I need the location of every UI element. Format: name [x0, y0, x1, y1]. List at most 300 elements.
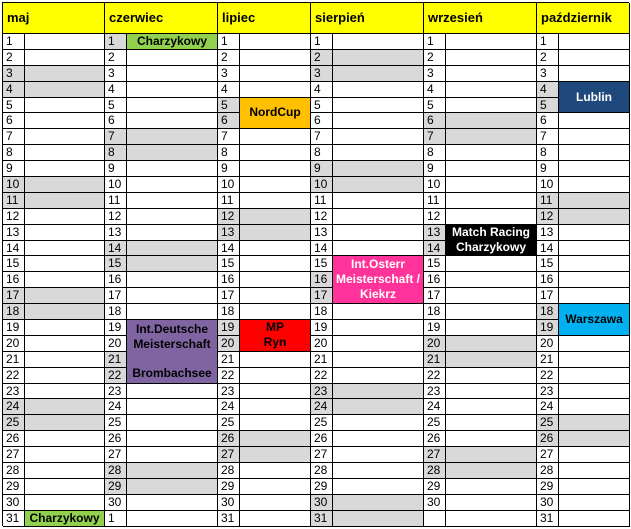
day-number: 22	[218, 368, 240, 384]
calendar-grid	[2, 2, 629, 526]
event-slot	[446, 447, 537, 463]
day-number: 12	[424, 209, 446, 225]
day-number: 30	[105, 495, 127, 511]
event-slot	[333, 177, 424, 193]
event-slot	[240, 511, 311, 527]
event-slot	[559, 113, 630, 129]
day-number: 19	[3, 320, 25, 336]
day-number: 7	[218, 129, 240, 145]
event-slot	[127, 145, 218, 161]
event-slot	[559, 209, 630, 225]
event-slot	[127, 288, 218, 304]
day-number: 12	[105, 209, 127, 225]
event-slot	[446, 431, 537, 447]
event-label-line: MP	[266, 320, 284, 335]
day-number: 30	[424, 495, 446, 511]
day-number: 5	[424, 98, 446, 114]
event-slot	[25, 463, 105, 479]
event-slot	[25, 320, 105, 336]
day-number: 12	[537, 209, 559, 225]
event-slot	[446, 384, 537, 400]
day-number: 15	[311, 256, 333, 272]
day-number: 3	[3, 66, 25, 82]
day-number: 20	[537, 336, 559, 352]
day-number: 16	[537, 272, 559, 288]
day-number: 18	[424, 304, 446, 320]
day-number: 17	[311, 288, 333, 304]
day-number: 13	[311, 225, 333, 241]
day-number: 26	[105, 431, 127, 447]
event-slot	[559, 336, 630, 352]
event-slot	[446, 511, 537, 527]
day-number: 17	[3, 288, 25, 304]
day-number: 31	[3, 511, 25, 527]
event-label-line: Match Racing	[451, 225, 530, 240]
event-slot	[559, 415, 630, 431]
day-number: 17	[218, 288, 240, 304]
day-number: 25	[424, 415, 446, 431]
event-slot	[446, 161, 537, 177]
month-header: lipiec	[218, 3, 311, 34]
event-label-line: Brombachsee	[132, 365, 212, 380]
event-mp-ryn	[240, 320, 311, 352]
day-number: 24	[424, 399, 446, 415]
day-number: 28	[3, 463, 25, 479]
day-number: 20	[3, 336, 25, 352]
event-label-line: Charzykowy	[136, 34, 208, 48]
event-slot	[559, 511, 630, 527]
event-slot	[333, 431, 424, 447]
day-number: 25	[537, 415, 559, 431]
day-number: 10	[218, 177, 240, 193]
event-slot	[333, 463, 424, 479]
day-number: 16	[3, 272, 25, 288]
event-charzykowy-jun	[127, 34, 218, 50]
day-number: 21	[218, 352, 240, 368]
event-slot	[559, 177, 630, 193]
day-number: 3	[311, 66, 333, 82]
event-slot	[25, 288, 105, 304]
day-number: 18	[311, 304, 333, 320]
event-slot	[25, 352, 105, 368]
day-number: 20	[424, 336, 446, 352]
day-number: 20	[105, 336, 127, 352]
event-slot	[240, 272, 311, 288]
day-number: 9	[218, 161, 240, 177]
day-number: 8	[218, 145, 240, 161]
event-slot	[333, 511, 424, 527]
day-number: 9	[424, 161, 446, 177]
event-label-line: Lublin	[576, 89, 612, 104]
event-slot	[25, 447, 105, 463]
day-number: 9	[3, 161, 25, 177]
event-label-line: Meisterschaft /	[335, 272, 421, 287]
day-number: 2	[218, 50, 240, 66]
event-slot	[127, 129, 218, 145]
event-slot	[240, 447, 311, 463]
month-header: wrzesień	[424, 3, 537, 34]
event-slot	[240, 66, 311, 82]
day-number: 15	[3, 256, 25, 272]
event-slot	[446, 288, 537, 304]
day-number: 2	[537, 50, 559, 66]
event-slot	[127, 415, 218, 431]
event-slot	[559, 225, 630, 241]
day-number: 24	[218, 399, 240, 415]
event-nordcup	[240, 98, 311, 130]
event-slot	[25, 431, 105, 447]
event-slot	[25, 193, 105, 209]
day-number: 25	[218, 415, 240, 431]
event-slot	[333, 161, 424, 177]
month-header: sierpień	[311, 3, 424, 34]
day-number: 11	[105, 193, 127, 209]
event-slot	[127, 399, 218, 415]
event-slot	[240, 82, 311, 98]
event-slot	[25, 256, 105, 272]
day-number: 7	[424, 129, 446, 145]
day-number: 27	[3, 447, 25, 463]
event-slot	[127, 241, 218, 257]
day-number: 9	[537, 161, 559, 177]
event-slot	[333, 304, 424, 320]
event-slot	[240, 177, 311, 193]
event-slot	[25, 82, 105, 98]
event-slot	[446, 304, 537, 320]
event-slot	[240, 384, 311, 400]
day-number: 5	[218, 98, 240, 114]
day-number: 8	[105, 145, 127, 161]
event-slot	[25, 225, 105, 241]
day-number: 23	[311, 384, 333, 400]
day-number: 5	[105, 98, 127, 114]
day-number: 19	[311, 320, 333, 336]
event-label-line: Kiekrz	[359, 287, 397, 302]
day-number: 28	[311, 463, 333, 479]
month-header: październik	[537, 3, 630, 34]
day-number: 29	[105, 479, 127, 495]
event-slot	[25, 129, 105, 145]
day-number: 7	[105, 129, 127, 145]
day-number: 22	[537, 368, 559, 384]
event-warszawa	[559, 304, 630, 336]
day-number: 4	[311, 82, 333, 98]
event-slot	[25, 145, 105, 161]
day-number: 14	[218, 241, 240, 257]
event-slot	[559, 447, 630, 463]
event-slot	[446, 66, 537, 82]
month-header: maj	[3, 3, 105, 34]
day-number: 1	[424, 34, 446, 50]
day-number: 26	[311, 431, 333, 447]
month-header: czerwiec	[105, 3, 218, 34]
day-number: 16	[218, 272, 240, 288]
day-number: 6	[218, 113, 240, 129]
day-number: 10	[105, 177, 127, 193]
day-number: 25	[105, 415, 127, 431]
event-slot	[559, 50, 630, 66]
day-number: 19	[424, 320, 446, 336]
day-number: 5	[3, 98, 25, 114]
day-number: 9	[105, 161, 127, 177]
day-number: 2	[424, 50, 446, 66]
day-number: 27	[424, 447, 446, 463]
day-number: 6	[105, 113, 127, 129]
day-number: 7	[537, 129, 559, 145]
event-slot	[127, 177, 218, 193]
event-label-line: NordCup	[249, 105, 301, 120]
event-slot	[240, 288, 311, 304]
day-number: 8	[424, 145, 446, 161]
day-number: 1	[218, 34, 240, 50]
day-number: 1	[3, 34, 25, 50]
event-slot	[240, 368, 311, 384]
event-label-line: Charzykowy	[29, 510, 100, 525]
day-number: 3	[218, 66, 240, 82]
day-number: 10	[424, 177, 446, 193]
day-number: 14	[424, 241, 446, 257]
event-slot	[559, 241, 630, 257]
day-number: 25	[3, 415, 25, 431]
event-slot	[446, 113, 537, 129]
event-slot	[127, 463, 218, 479]
day-number: 11	[311, 193, 333, 209]
day-number: 18	[218, 304, 240, 320]
day-number	[424, 511, 446, 527]
event-slot	[446, 193, 537, 209]
event-slot	[559, 193, 630, 209]
event-slot	[446, 352, 537, 368]
day-number: 2	[311, 50, 333, 66]
event-slot	[240, 415, 311, 431]
event-slot	[333, 415, 424, 431]
event-label-line: Warszawa	[565, 312, 623, 327]
day-number: 11	[424, 193, 446, 209]
event-slot	[127, 495, 218, 511]
day-number: 29	[218, 479, 240, 495]
event-slot	[240, 399, 311, 415]
day-number: 19	[105, 320, 127, 336]
event-slot	[333, 368, 424, 384]
event-slot	[446, 82, 537, 98]
day-number: 5	[537, 98, 559, 114]
day-number: 13	[105, 225, 127, 241]
event-slot	[333, 447, 424, 463]
day-number: 26	[3, 431, 25, 447]
event-slot	[127, 384, 218, 400]
event-match-racing	[446, 225, 537, 257]
event-slot	[333, 129, 424, 145]
day-number: 10	[311, 177, 333, 193]
event-slot	[446, 399, 537, 415]
event-slot	[559, 352, 630, 368]
event-slot	[127, 431, 218, 447]
day-number: 30	[537, 495, 559, 511]
day-number: 30	[218, 495, 240, 511]
event-slot	[240, 352, 311, 368]
event-slot	[446, 415, 537, 431]
day-number: 5	[311, 98, 333, 114]
day-number: 11	[218, 193, 240, 209]
event-slot	[333, 82, 424, 98]
event-slot	[127, 113, 218, 129]
event-lublin	[559, 82, 630, 114]
event-slot	[446, 320, 537, 336]
day-number: 17	[424, 288, 446, 304]
event-slot	[25, 479, 105, 495]
event-slot	[127, 511, 218, 527]
event-slot	[333, 336, 424, 352]
day-number: 6	[311, 113, 333, 129]
day-number: 8	[537, 145, 559, 161]
day-number: 23	[218, 384, 240, 400]
day-number: 3	[537, 66, 559, 82]
day-number: 27	[537, 447, 559, 463]
event-slot	[559, 288, 630, 304]
day-number: 1	[105, 34, 127, 50]
day-number: 31	[218, 511, 240, 527]
day-number: 23	[424, 384, 446, 400]
event-slot	[333, 145, 424, 161]
day-number: 12	[311, 209, 333, 225]
event-slot	[25, 272, 105, 288]
event-slot	[446, 256, 537, 272]
day-number: 6	[3, 113, 25, 129]
day-number: 25	[311, 415, 333, 431]
day-number: 4	[3, 82, 25, 98]
day-number: 7	[311, 129, 333, 145]
event-slot	[446, 479, 537, 495]
day-number: 3	[105, 66, 127, 82]
day-number: 16	[105, 272, 127, 288]
day-number: 22	[105, 368, 127, 384]
event-slot	[127, 50, 218, 66]
day-number: 15	[537, 256, 559, 272]
day-number: 4	[537, 82, 559, 98]
day-number: 24	[105, 399, 127, 415]
day-number: 26	[424, 431, 446, 447]
event-slot	[25, 50, 105, 66]
day-number: 21	[537, 352, 559, 368]
event-slot	[333, 399, 424, 415]
day-number: 27	[311, 447, 333, 463]
day-number: 22	[424, 368, 446, 384]
event-slot	[333, 50, 424, 66]
event-slot	[446, 50, 537, 66]
event-label-line: Ryn	[263, 335, 287, 350]
event-slot	[240, 50, 311, 66]
event-slot	[446, 34, 537, 50]
day-number: 20	[218, 336, 240, 352]
day-number: 26	[218, 431, 240, 447]
day-number: 13	[3, 225, 25, 241]
day-number: 24	[3, 399, 25, 415]
day-number: 30	[311, 495, 333, 511]
day-number: 11	[3, 193, 25, 209]
day-number: 28	[105, 463, 127, 479]
event-slot	[559, 384, 630, 400]
event-slot	[240, 209, 311, 225]
day-number: 14	[311, 241, 333, 257]
event-slot	[240, 225, 311, 241]
event-slot	[333, 34, 424, 50]
event-slot	[446, 145, 537, 161]
day-number: 23	[3, 384, 25, 400]
day-number: 20	[311, 336, 333, 352]
day-number: 14	[3, 241, 25, 257]
day-number: 4	[105, 82, 127, 98]
day-number: 29	[3, 479, 25, 495]
event-slot	[25, 98, 105, 114]
event-slot	[333, 98, 424, 114]
event-slot	[127, 82, 218, 98]
event-slot	[446, 177, 537, 193]
event-slot	[25, 368, 105, 384]
event-slot	[25, 336, 105, 352]
day-number: 1	[311, 34, 333, 50]
event-slot	[333, 479, 424, 495]
event-slot	[446, 463, 537, 479]
day-number: 23	[105, 384, 127, 400]
event-slot	[333, 66, 424, 82]
event-slot	[333, 193, 424, 209]
event-slot	[240, 145, 311, 161]
day-number: 19	[218, 320, 240, 336]
day-number: 13	[424, 225, 446, 241]
day-number: 6	[537, 113, 559, 129]
event-label-line: Meisterschaft	[133, 336, 211, 351]
day-number: 27	[105, 447, 127, 463]
day-number: 9	[311, 161, 333, 177]
day-number: 28	[424, 463, 446, 479]
event-slot	[559, 463, 630, 479]
day-number: 22	[3, 368, 25, 384]
event-slot	[127, 272, 218, 288]
day-number: 17	[537, 288, 559, 304]
event-label-line: Int.Osterr	[350, 257, 405, 272]
event-slot	[127, 66, 218, 82]
event-slot	[559, 129, 630, 145]
day-number: 10	[537, 177, 559, 193]
day-number: 13	[537, 225, 559, 241]
event-slot	[240, 161, 311, 177]
event-slot	[446, 98, 537, 114]
day-number: 22	[311, 368, 333, 384]
day-number: 10	[3, 177, 25, 193]
event-slot	[25, 399, 105, 415]
event-label-line: Charzykowy	[455, 240, 527, 255]
event-slot	[240, 495, 311, 511]
event-slot	[25, 161, 105, 177]
event-slot	[25, 495, 105, 511]
event-slot	[559, 479, 630, 495]
event-slot	[559, 66, 630, 82]
day-number: 23	[537, 384, 559, 400]
event-slot	[25, 66, 105, 82]
event-slot	[559, 399, 630, 415]
event-slot	[240, 463, 311, 479]
day-number: 17	[105, 288, 127, 304]
day-number: 16	[311, 272, 333, 288]
event-slot	[446, 272, 537, 288]
day-number: 4	[424, 82, 446, 98]
event-int-osterr	[333, 256, 424, 304]
event-slot	[446, 129, 537, 145]
day-number: 31	[537, 511, 559, 527]
event-slot	[25, 241, 105, 257]
event-slot	[333, 384, 424, 400]
day-number: 15	[105, 256, 127, 272]
